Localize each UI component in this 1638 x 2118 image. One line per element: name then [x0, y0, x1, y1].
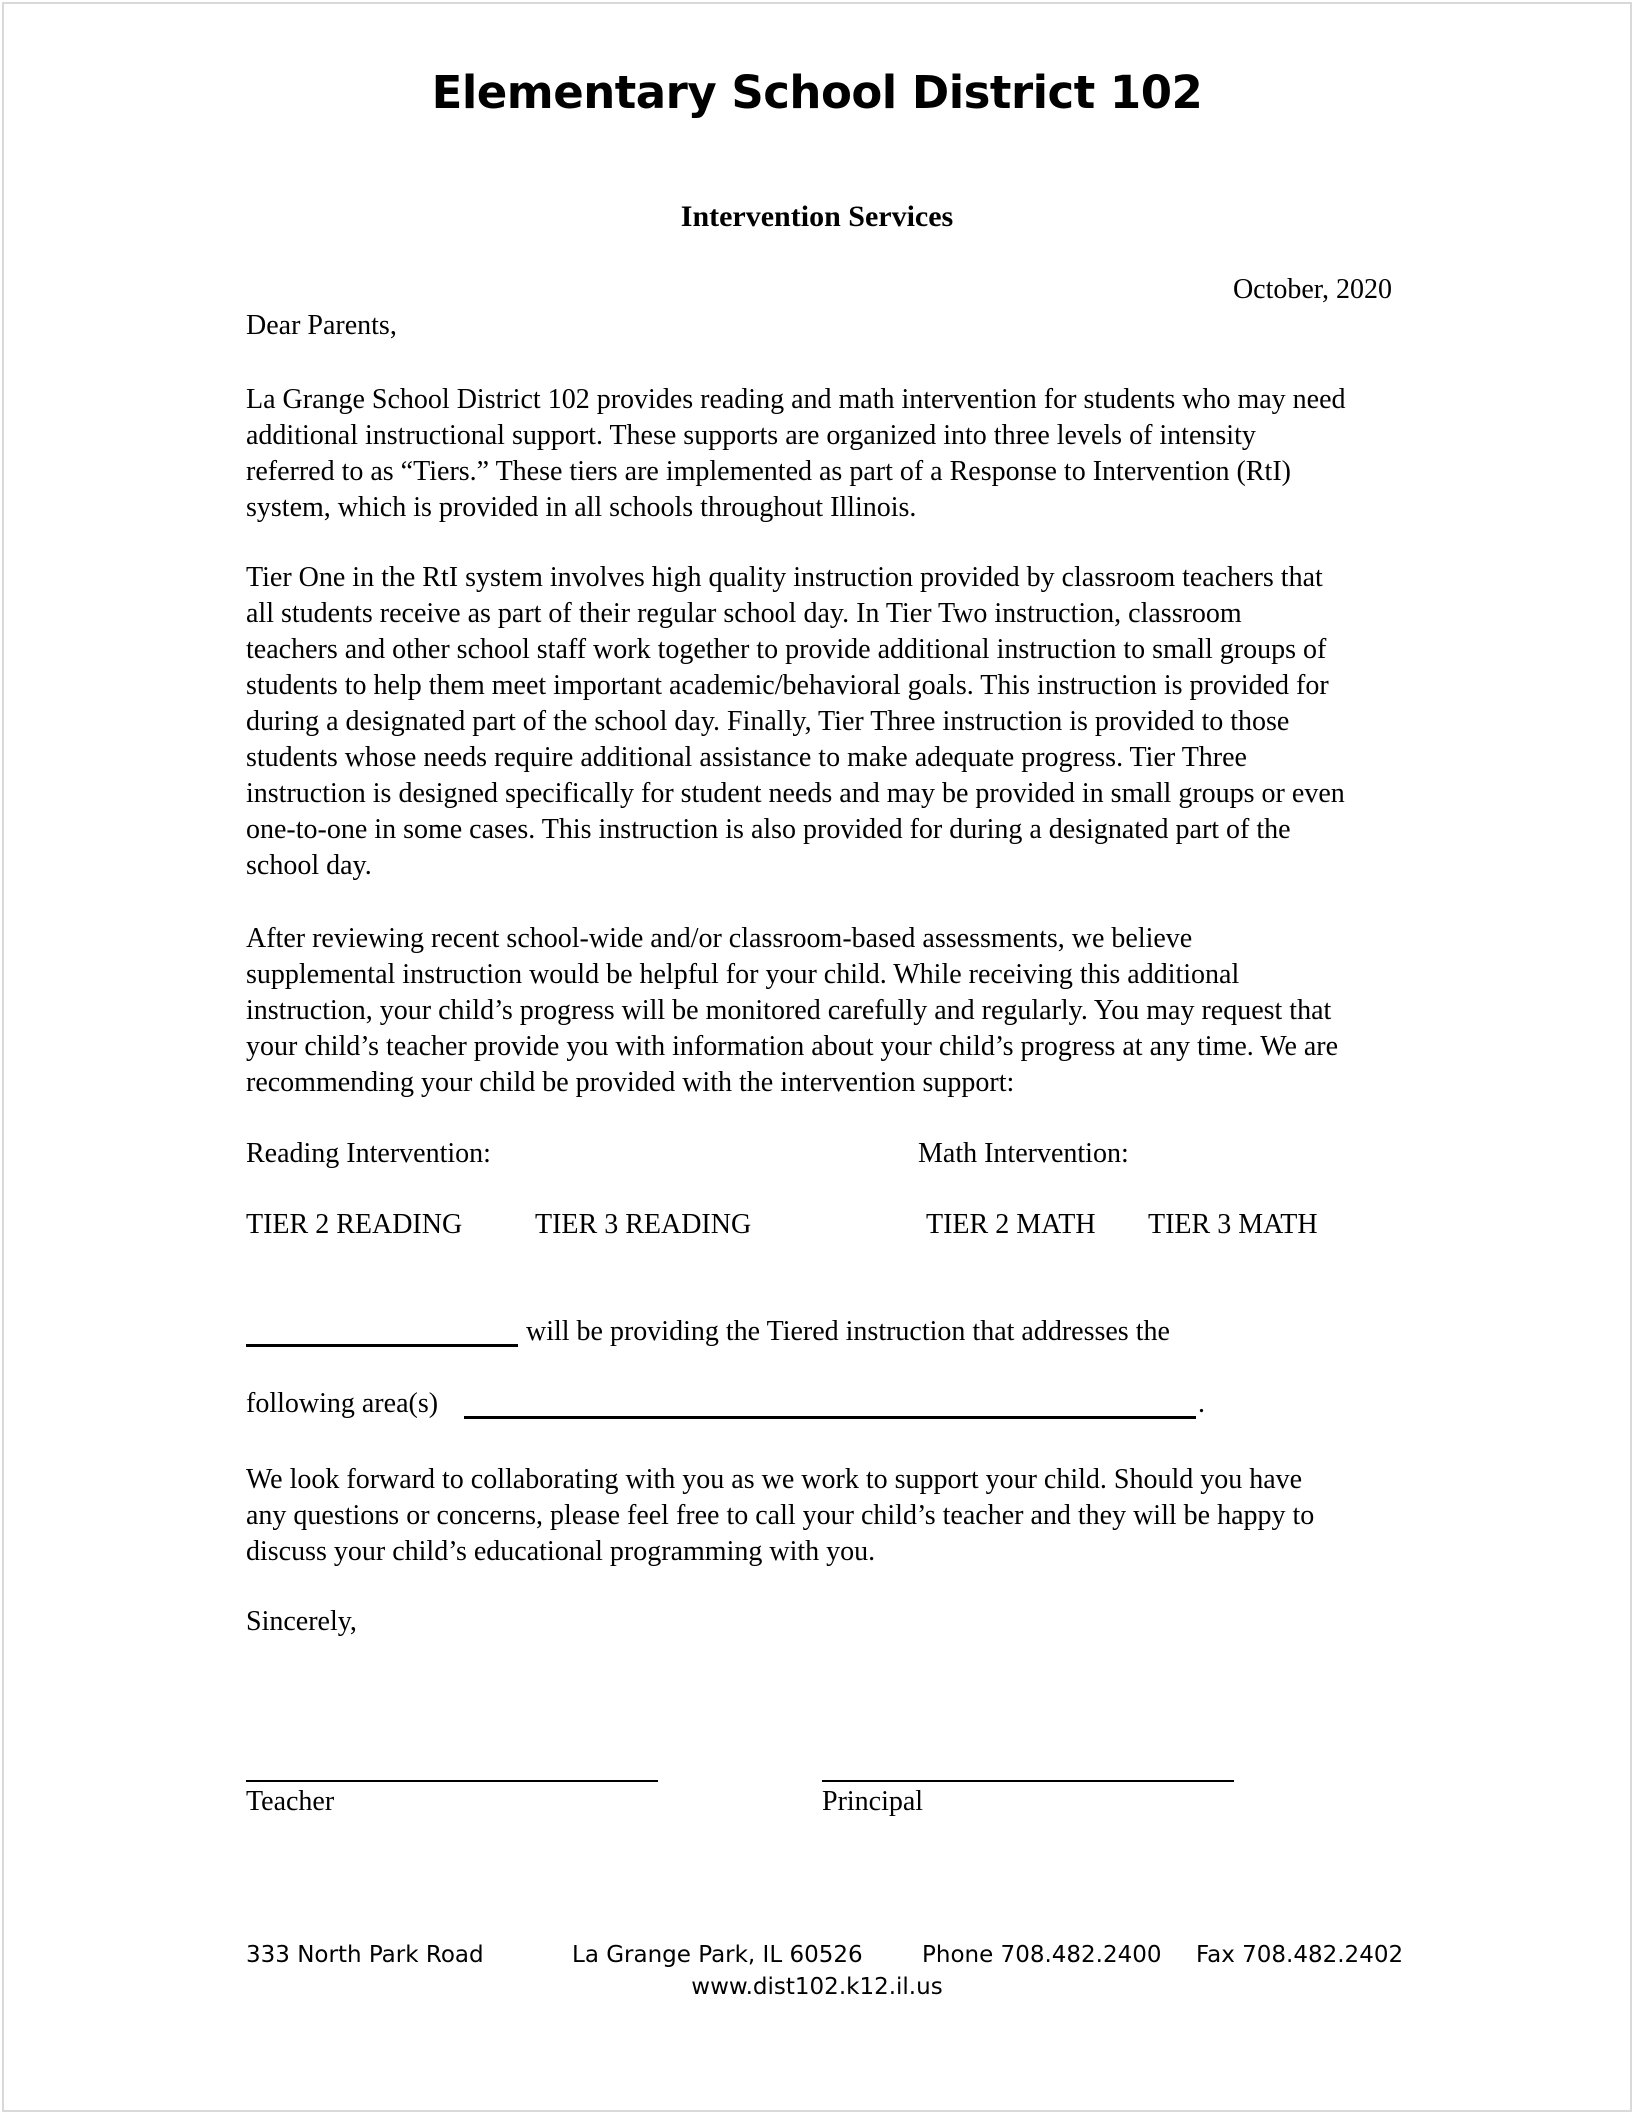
- areas-period: .: [1198, 1388, 1205, 1419]
- principal-signature-label: Principal: [822, 1786, 924, 1817]
- math-intervention-label: Math Intervention:: [918, 1138, 1129, 1169]
- letter-date: October, 2020: [1232, 274, 1392, 305]
- paragraph-recommendation: After reviewing recent school-wide and/or classroom-based assessments, we believe supplemental instruction would be helpful for your child. While receiving this additional instruction, your child’s progress will be monitored carefully and regularly. You may request that your child’s teacher provide you with information about your child’s progress at any time. We are recommending your child be provided with the intervention support:: [246, 923, 1339, 1098]
- district-name: Elementary School District 102: [431, 66, 1203, 119]
- footer-website: www.dist102.k12.il.us: [691, 1974, 943, 2000]
- paragraph-tiers: Tier One in the RtI system involves high quality instruction provided by classroom teachers that all students receive as part of their regular school day. In Tier Two instruction, classroom teachers and other school staff work together to provide additional instruction to small groups of students to help them meet important academic/behavioral goals. This instruction is provided for during a designated part of the school day. Finally, Tier Three instruction is provided to those students whose needs require additional assistance to make adequate progress. Tier Three instruction is designed specifically for student needs and may be provided in small groups or even one-to-one in some cases. This instruction is also provided for during a designated part of the school day.: [246, 562, 1345, 881]
- teacher-signature-label: Teacher: [246, 1786, 335, 1817]
- letter-page: [2, 2, 1632, 2112]
- following-areas-text: following area(s): [246, 1388, 439, 1419]
- provider-blank-line: [246, 1344, 518, 1347]
- areas-blank-line: [464, 1416, 1196, 1419]
- footer-phone: Phone 708.482.2400: [922, 1942, 1162, 1968]
- principal-signature-line: [822, 1780, 1234, 1782]
- paragraph-intro: La Grange School District 102 provides reading and math intervention for students who may need additional instructional support. These supports are organized into three levels of intensity referred to as “Tiers.” These tiers are implemented as part of a Response to Intervention (RtI) system, which is provided in all schools throughout Illinois.: [246, 384, 1346, 523]
- closing: Sincerely,: [246, 1606, 357, 1637]
- option-tier2-math: TIER 2 MATH: [926, 1209, 1096, 1240]
- reading-intervention-label: Reading Intervention:: [246, 1138, 491, 1169]
- footer-address: 333 North Park Road: [246, 1942, 484, 1968]
- footer-fax: Fax 708.482.2402: [1196, 1942, 1404, 1968]
- paragraph-collaboration: We look forward to collaborating with you as we work to support your child. Should you have any questions or concerns, please feel free to call your child’s teacher and they will be happy to discuss your child’s educational programming with you.: [246, 1464, 1315, 1567]
- option-tier3-math: TIER 3 MATH: [1148, 1209, 1318, 1240]
- option-tier3-reading: TIER 3 READING: [535, 1209, 752, 1240]
- option-tier2-reading: TIER 2 READING: [246, 1209, 463, 1240]
- salutation: Dear Parents,: [246, 310, 397, 341]
- provider-text: will be providing the Tiered instruction that addresses the: [526, 1316, 1170, 1347]
- footer-city: La Grange Park, IL 60526: [572, 1942, 863, 1968]
- page-subtitle: Intervention Services: [680, 200, 954, 233]
- teacher-signature-line: [246, 1780, 658, 1782]
